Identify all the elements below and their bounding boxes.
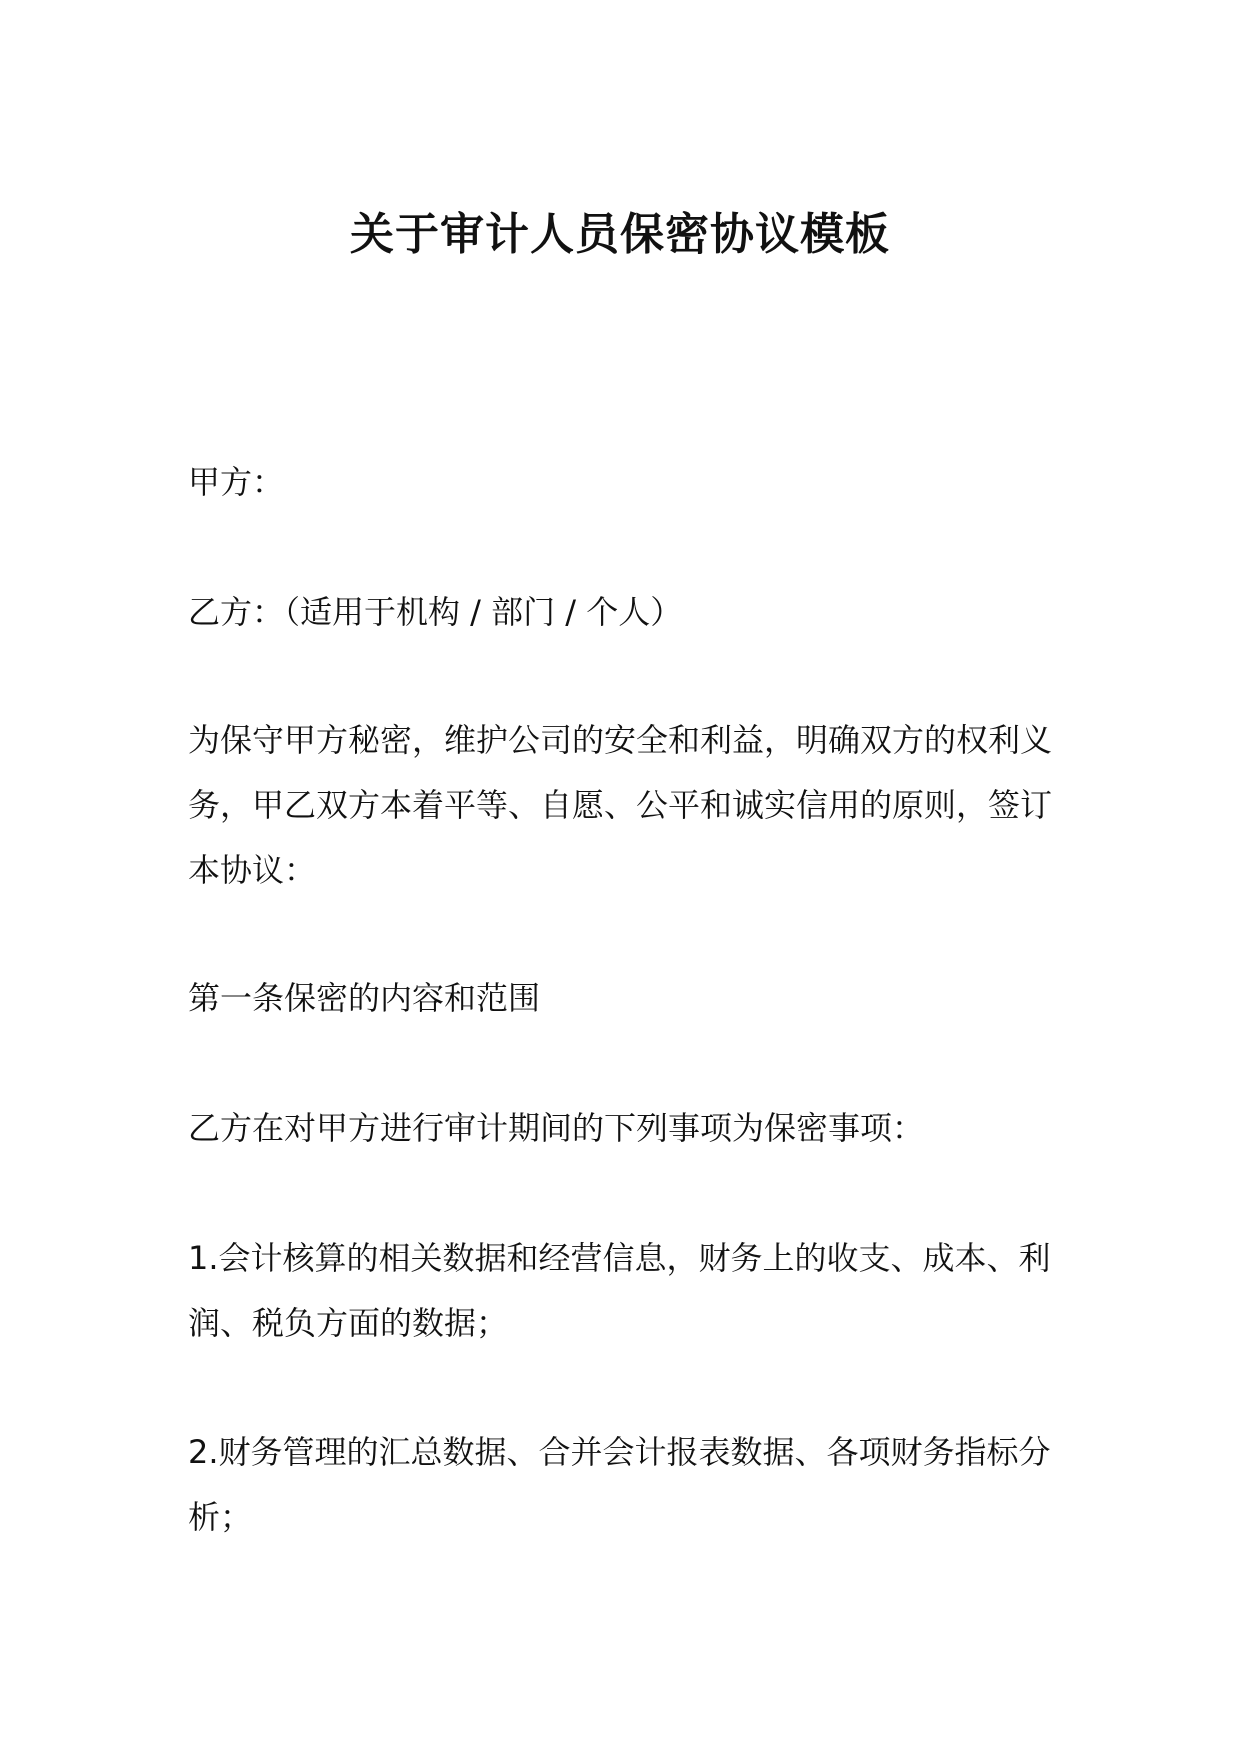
document-title: 关于审计人员保密协议模板 <box>350 209 890 260</box>
list-item-1: 1.会计核算的相关数据和经营信息，财务上的收支、成本、利润、税负方面的数据； <box>188 1239 1051 1342</box>
party-b-line: 乙方：（适用于机构 / 部门 / 个人） <box>188 593 683 631</box>
party-a-line: 甲方： <box>188 463 285 501</box>
preamble-paragraph: 为保守甲方秘密，维护公司的安全和利益，明确双方的权利义务，甲乙双方本着平等、自愿、公平和诚实信用的原则，签订本协议： <box>188 721 1053 889</box>
article-1-heading: 第一条保密的内容和范围 <box>188 979 541 1017</box>
article-1-intro: 乙方在对甲方进行审计期间的下列事项为保密事项： <box>188 1109 925 1147</box>
list-item-2: 2.财务管理的汇总数据、合并会计报表数据、各项财务指标分析； <box>188 1433 1051 1536</box>
